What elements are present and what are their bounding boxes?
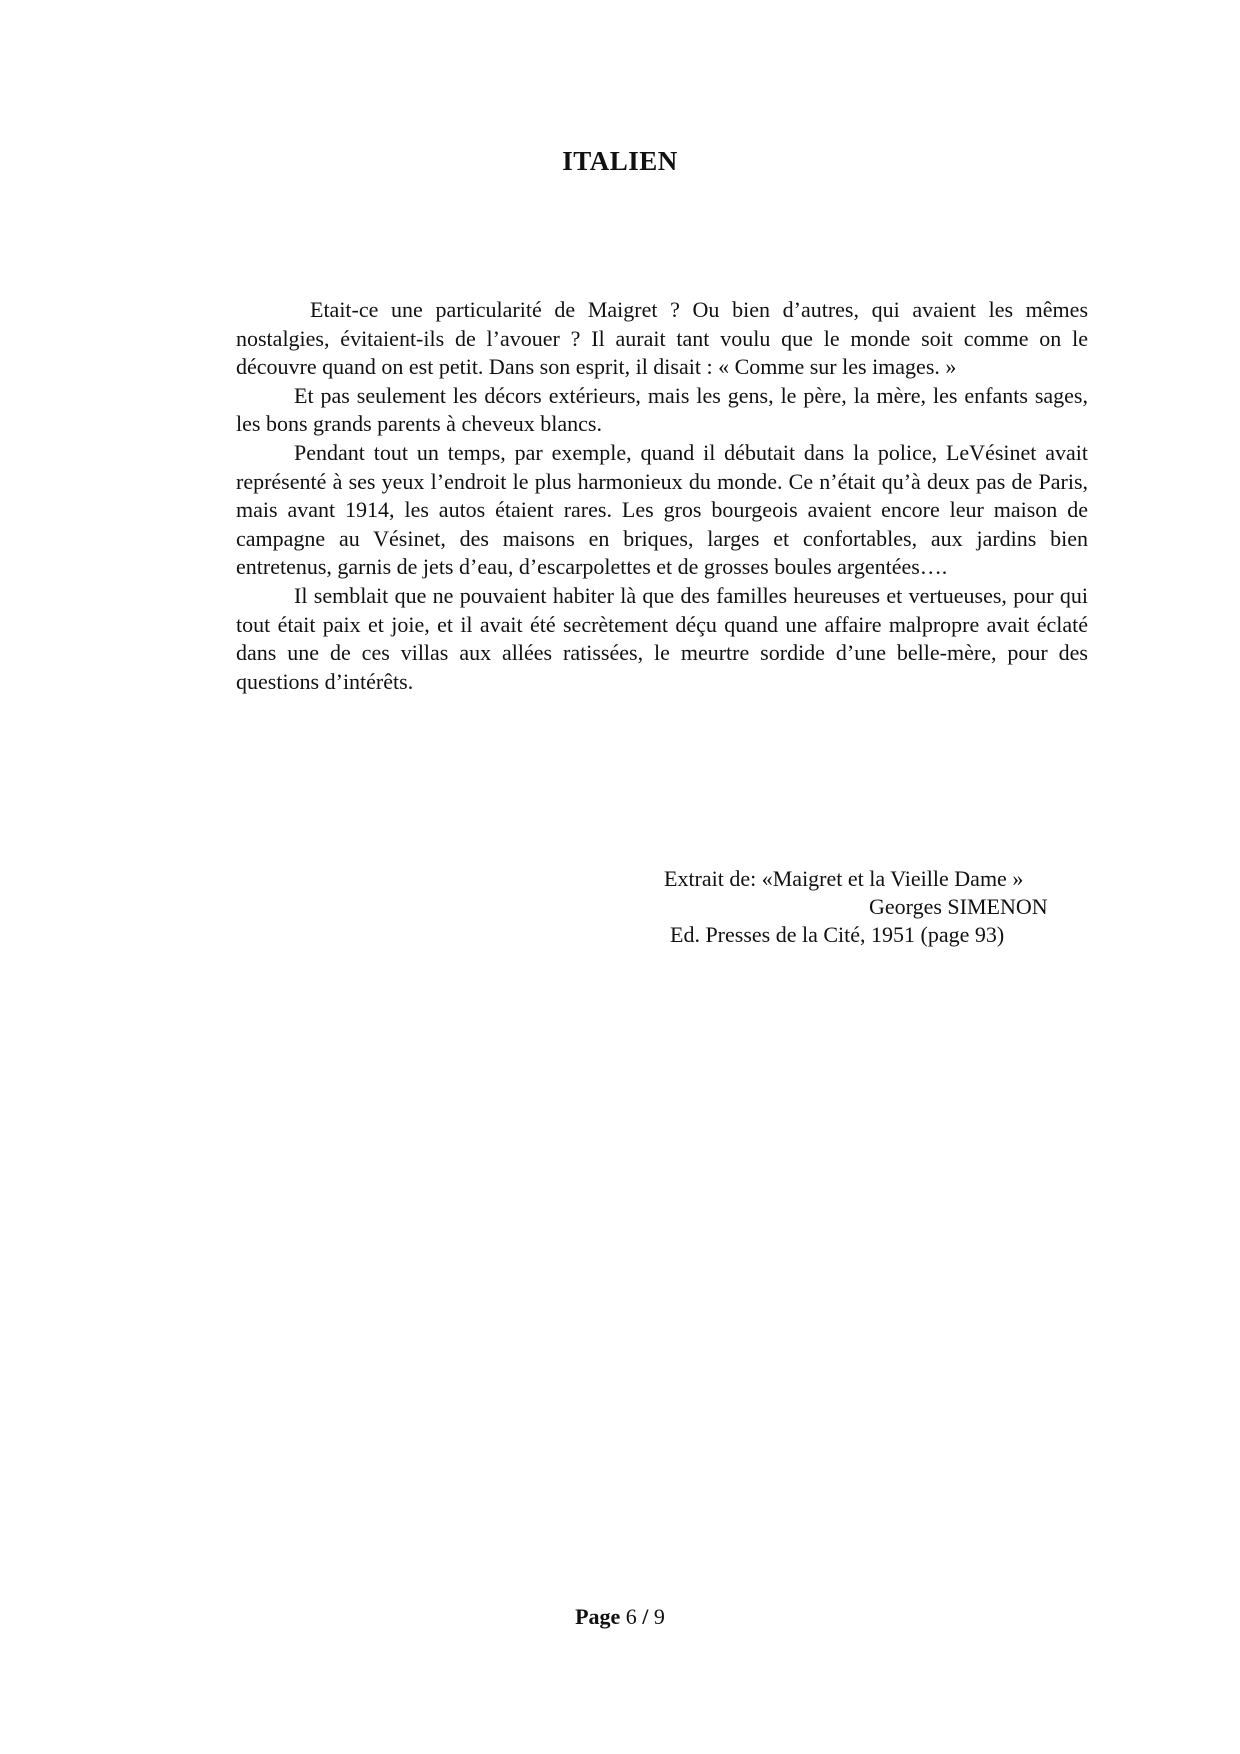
- page-total: 9: [653, 1604, 665, 1629]
- page-title: ITALIEN: [562, 146, 678, 176]
- paragraph-2: Et pas seulement les décors extérieurs, mais les gens, le père, la mère, les enfants sages, les bons grands parents à cheveux blancs.: [236, 382, 1088, 437]
- citation-author: Georges SIMENON: [869, 894, 1048, 919]
- page-label: Page: [575, 1604, 621, 1629]
- paragraph-1: Etait-ce une particularité de Maigret ? Ou bien d’autres, qui avaient les mêmes nostalgies, évitaient-ils de l’avouer ? Il aurait tant voulu que le monde soit comme on le découvre quand on est petit. Dans son esprit, il disait : « Comme sur les images. »: [236, 297, 1088, 380]
- paragraph-4: Il semblait que ne pouvaient habiter là que des familles heureuses et vertueuses, pour qui tout était paix et joie, et il avait été secrètement déçu quand une affaire malpropre avait éclaté dans une de ces villas aux allées ratissées, le meurtre sordide d’une belle-mère, pour des questions d’intérêts.: [236, 582, 1088, 694]
- paragraph-3: Pendant tout un temps, par exemple, quand il débutait dans la police, LeVésinet avait représenté à ses yeux l’endroit le plus harmonieux du monde. Ce n’était qu’à deux pas de Paris, mais avant 1914, les autos étaient rares. Les gros bourgeois avaient encore leur maison de campagne au Vésinet, des maisons en briques, larges et confortables, aux jardins bien entretenus, garnis de jets d’eau, d’escarpolettes et de grosses boules argentées….: [236, 439, 1088, 580]
- citation-edition: Ed. Presses de la Cité, 1951 (page 93): [670, 922, 1005, 947]
- text-body: [236, 296, 1088, 696]
- citation-source: Extrait de: «Maigret et la Vieille Dame »: [664, 866, 1024, 891]
- page-footer: [0, 1604, 1240, 1630]
- page-current: 6: [625, 1604, 637, 1629]
- page-separator: /: [642, 1604, 649, 1629]
